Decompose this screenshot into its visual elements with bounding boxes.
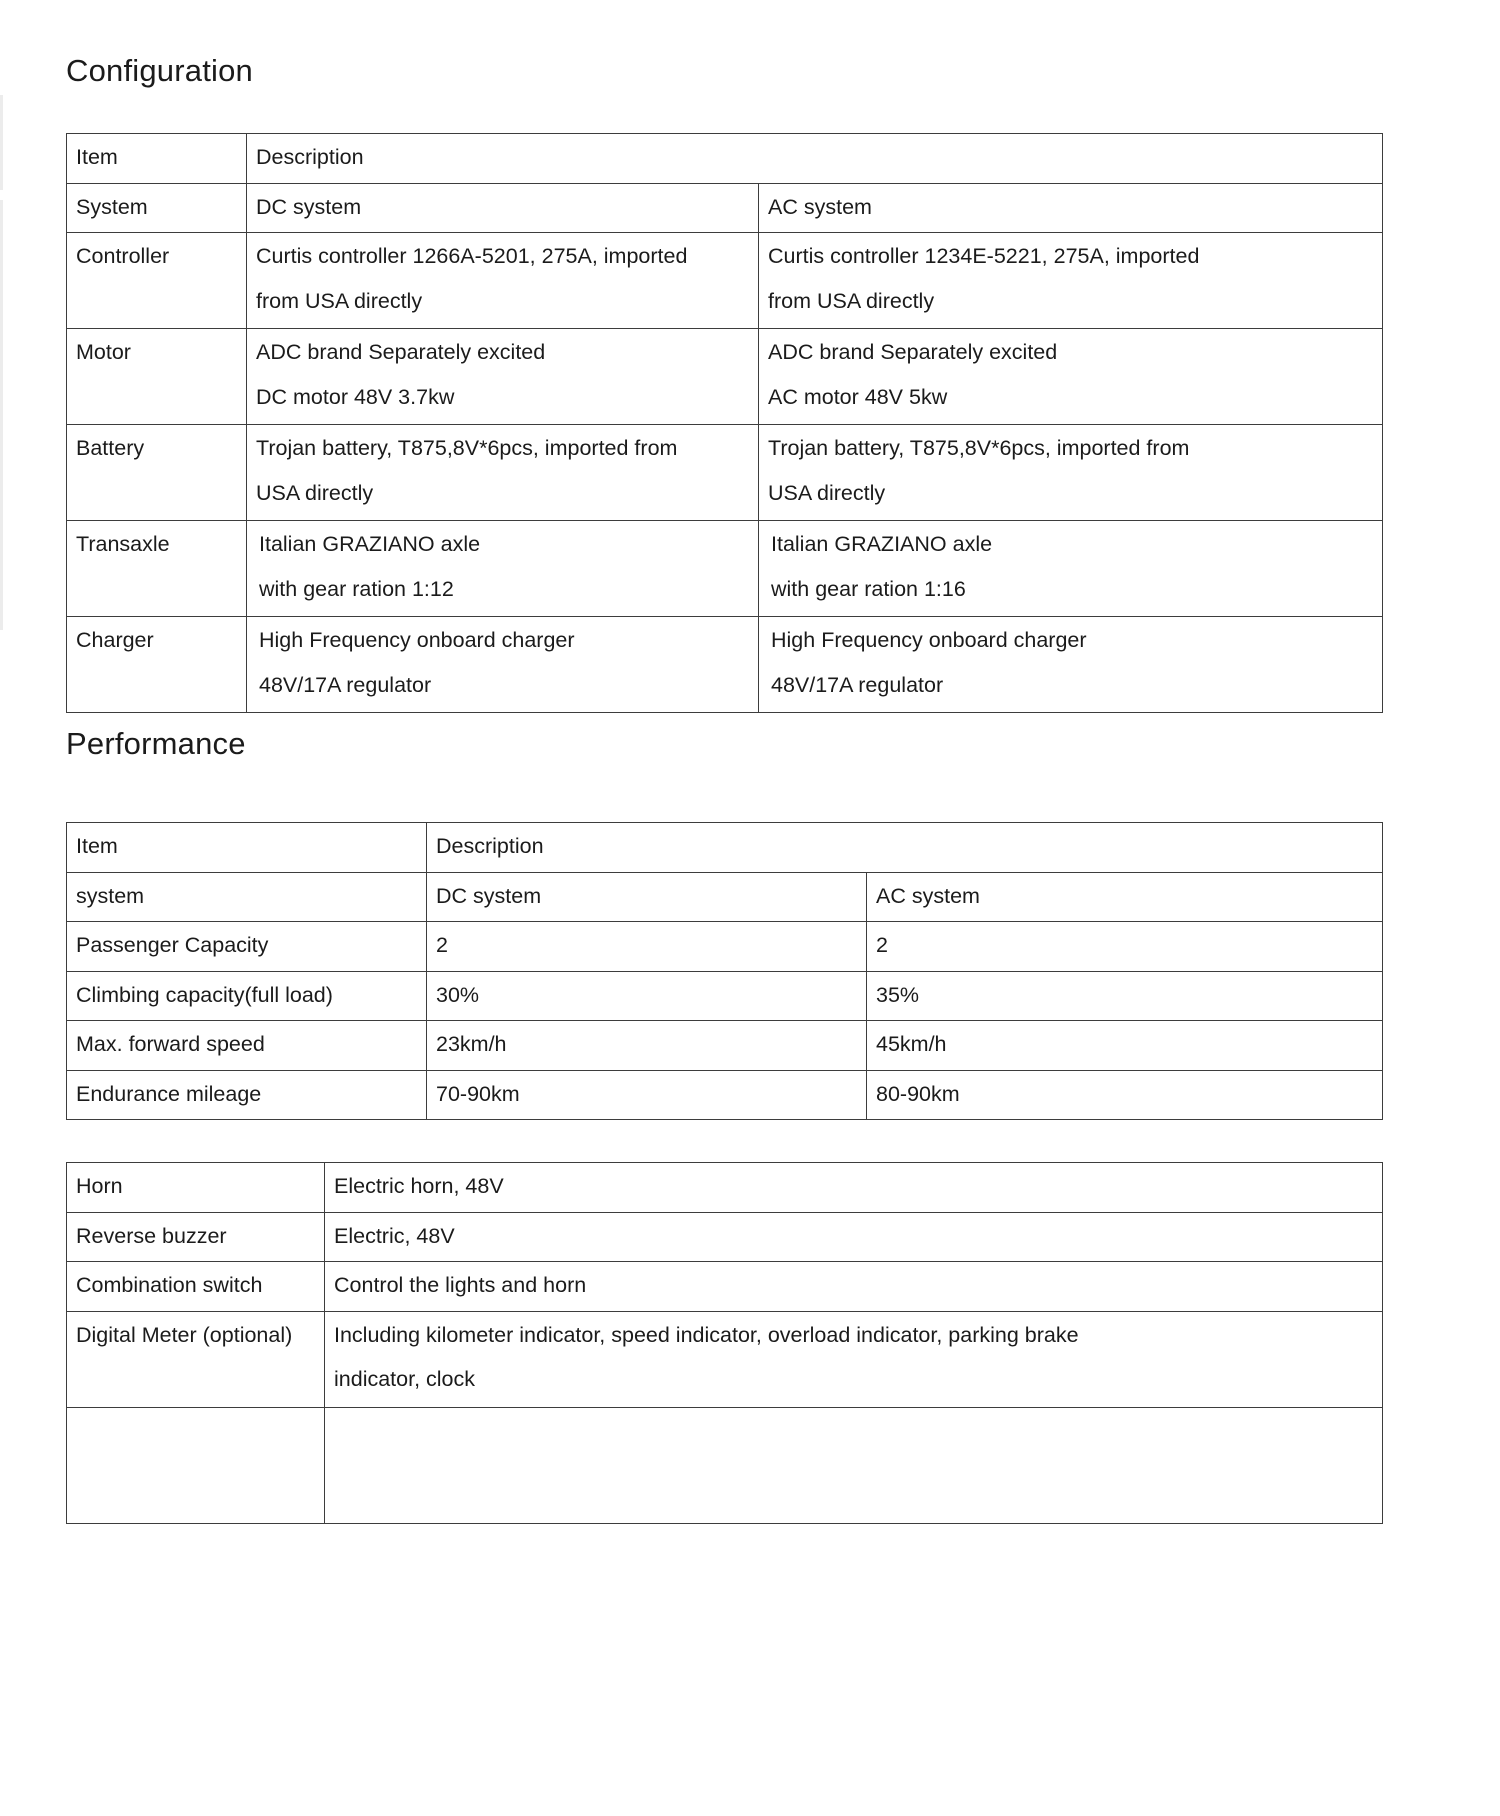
row-item-endurance-mileage: Endurance mileage [67, 1070, 427, 1120]
row-ac-system: AC system [759, 183, 1383, 233]
configuration-table [66, 133, 1383, 713]
table-row [67, 329, 1383, 425]
row-dc-max-forward-speed: 23km/h [427, 1021, 867, 1071]
row-item-horn: Horn [67, 1163, 325, 1213]
row-item-empty [67, 1407, 325, 1523]
row-item-passenger-capacity: Passenger Capacity [67, 922, 427, 972]
table-row [67, 521, 1383, 617]
features-table [66, 1162, 1383, 1524]
row-value-combination-switch: Control the lights and horn [325, 1262, 1383, 1312]
row-item-transaxle: Transaxle [67, 521, 247, 617]
table-row [67, 1070, 1383, 1120]
table-row [67, 617, 1383, 713]
row-item-system: system [67, 872, 427, 922]
table-row [67, 1163, 1383, 1213]
row-value-digital-meter: Including kilometer indicator, speed indicator, overload indicator, parking brake indicator, clock [325, 1311, 1383, 1407]
row-value-horn: Electric horn, 48V [325, 1163, 1383, 1213]
row-item-digital-meter: Digital Meter (optional) [67, 1311, 325, 1407]
table-row [67, 872, 1383, 922]
row-dc-climbing-capacity: 30% [427, 971, 867, 1021]
row-ac-passenger-capacity: 2 [867, 922, 1383, 972]
row-ac-endurance-mileage: 80-90km [867, 1070, 1383, 1120]
table-header-item: Item [67, 134, 247, 184]
table-header-item: Item [67, 823, 427, 873]
row-item-controller: Controller [67, 233, 247, 329]
table-row [67, 425, 1383, 521]
table-row [67, 922, 1383, 972]
table-row [67, 233, 1383, 329]
row-ac-transaxle: Italian GRAZIANO axle with gear ration 1:16 [759, 521, 1383, 617]
row-dc-controller: Curtis controller 1266A-5201, 275A, imported from USA directly [247, 233, 759, 329]
row-ac-system: AC system [867, 872, 1383, 922]
row-item-motor: Motor [67, 329, 247, 425]
row-value-reverse-buzzer: Electric, 48V [325, 1212, 1383, 1262]
row-ac-motor: ADC brand Separately excited AC motor 48V 5kw [759, 329, 1383, 425]
configuration-section-title: Configuration [66, 53, 253, 88]
table-row [67, 1262, 1383, 1312]
row-item-system: System [67, 183, 247, 233]
table-row [67, 1212, 1383, 1262]
performance-section-title: Performance [66, 726, 246, 761]
row-ac-max-forward-speed: 45km/h [867, 1021, 1383, 1071]
row-item-max-forward-speed: Max. forward speed [67, 1021, 427, 1071]
table-header-description: Description [247, 134, 1383, 184]
row-item-reverse-buzzer: Reverse buzzer [67, 1212, 325, 1262]
row-dc-passenger-capacity: 2 [427, 922, 867, 972]
table-header-description: Description [427, 823, 1383, 873]
row-dc-system: DC system [427, 872, 867, 922]
scan-artifact-left-lower [0, 200, 3, 630]
table-row [67, 1311, 1383, 1407]
row-value-empty [325, 1407, 1383, 1523]
row-ac-controller: Curtis controller 1234E-5221, 275A, imported from USA directly [759, 233, 1383, 329]
table-row [67, 183, 1383, 233]
row-dc-system: DC system [247, 183, 759, 233]
row-dc-transaxle: Italian GRAZIANO axle with gear ration 1:12 [247, 521, 759, 617]
table-row [67, 971, 1383, 1021]
table-row [67, 134, 1383, 184]
row-dc-charger: High Frequency onboard charger 48V/17A regulator [247, 617, 759, 713]
performance-table [66, 822, 1383, 1120]
row-item-battery: Battery [67, 425, 247, 521]
table-row [67, 823, 1383, 873]
row-dc-motor: ADC brand Separately excited DC motor 48V 3.7kw [247, 329, 759, 425]
row-dc-battery: Trojan battery, T875,8V*6pcs, imported from USA directly [247, 425, 759, 521]
table-row [67, 1021, 1383, 1071]
row-item-charger: Charger [67, 617, 247, 713]
row-ac-battery: Trojan battery, T875,8V*6pcs, imported from USA directly [759, 425, 1383, 521]
row-ac-charger: High Frequency onboard charger 48V/17A regulator [759, 617, 1383, 713]
row-dc-endurance-mileage: 70-90km [427, 1070, 867, 1120]
table-row-empty [67, 1407, 1383, 1523]
row-item-climbing-capacity: Climbing capacity(full load) [67, 971, 427, 1021]
row-ac-climbing-capacity: 35% [867, 971, 1383, 1021]
scan-artifact-left-upper [0, 95, 3, 190]
row-item-combination-switch: Combination switch [67, 1262, 325, 1312]
